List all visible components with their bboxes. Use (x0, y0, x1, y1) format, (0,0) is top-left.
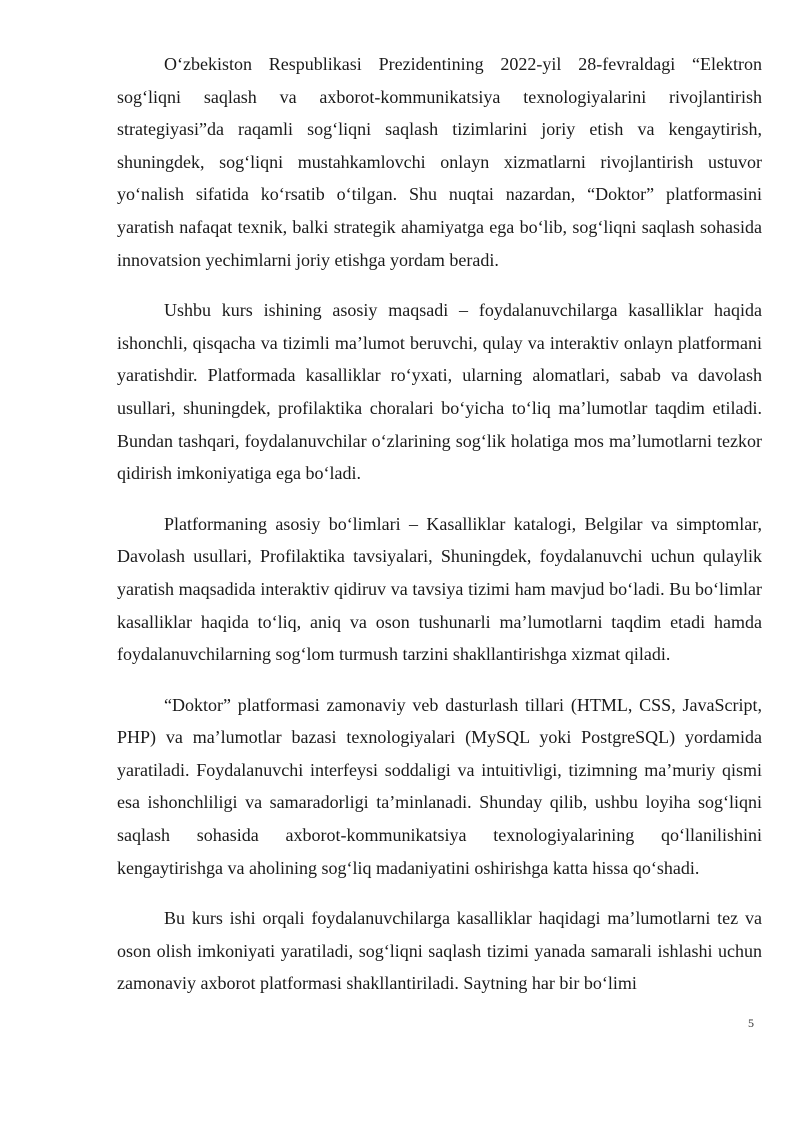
page-number: 5 (748, 1016, 754, 1030)
body-text (117, 48, 762, 1000)
paragraph-technology: “Doktor” platformasi zamonaviy veb dasturlash tillari (HTML, CSS, JavaScript, PHP) va ma’lumotlar bazasi texnologiyalari (MySQL yoki PostgreSQL) yordamida yaratiladi. Foydalanuvchi interfeysi soddaligi va intuitivligi, tizimning ma’muriy qismi esa ishonchliligi va samaradorligi ta’minlanadi. Shunday qilib, ushbu loyiha sog‘liqni saqlash sohasida axborot-kommunikatsiya texnologiyalarining qo‘llanilishini kengaytirishga va aholining sog‘liq madaniyatini oshirishga katta hissa qo‘shadi. (117, 694, 762, 878)
paragraph-sections: Platformaning asosiy bo‘limlari – Kasalliklar katalogi, Belgilar va simptomlar, Davolash usullari, Profilaktika tavsiyalari, Shuningdek, foydalanuvchi uchun qulaylik yaratish maqsadida interaktiv qidiruv va tavsiya tizimi ham mavjud bo‘ladi. Bu bo‘limlar kasalliklar haqida to‘liq, aniq va oson tushunarli ma’lumotlarni taqdim etadi hamda foydalanuvchilarning sog‘lom turmush tarzini shakllantirishga xizmat qiladi. (117, 513, 762, 665)
paragraph-strategy: O‘zbekiston Respublikasi Prezidentining 2022-yil 28-fevraldagi “Elektron sog‘liqni saqlash va axborot-kommunikatsiya texnologiyalarini rivojlantirish strategiyasi”da raqamli sog‘liqni saqlash tizimlarini joriy etish va kengaytirish, shuningdek, sog‘liqni mustahkamlovchi onlayn xizmatlarni rivojlantirish ustuvor yo‘nalish sifatida ko‘rsatib o‘tilgan. Shu nuqtai nazardan, “Doktor” platformasini yaratish nafaqat texnik, balki strategik ahamiyatga ega bo‘lib, sog‘liqni saqlash sohasida innovatsion yechimlarni joriy etishga yordam beradi. (117, 54, 762, 270)
paragraph-goal: Ushbu kurs ishining asosiy maqsadi – foydalanuvchilarga kasalliklar haqida ishonchli, qisqacha va tizimli ma’lumot beruvchi, qulay va interaktiv onlayn platformani yaratishdir. Platformada kasalliklar ro‘yxati, ularning alomatlari, sabab va davolash usullari, shuningdek, profilaktika choralari bo‘yicha to‘liq ma’lumotlar taqdim etiladi. Bundan tashqari, foydalanuvchilar o‘zlarining sog‘lik holatiga mos ma’lumotlarni tezkor qidirish imkoniyatiga ega bo‘ladi. (117, 300, 762, 484)
paragraph-outcome: Bu kurs ishi orqali foydalanuvchilarga kasalliklar haqidagi ma’lumotlarni tez va oson olish imkoniyati yaratiladi, sog‘liqni saqlash tizimi yanada samarali ishlashi uchun zamonaviy axborot platformasi shakllantiriladi. Saytning har bir bo‘limi (117, 908, 762, 994)
